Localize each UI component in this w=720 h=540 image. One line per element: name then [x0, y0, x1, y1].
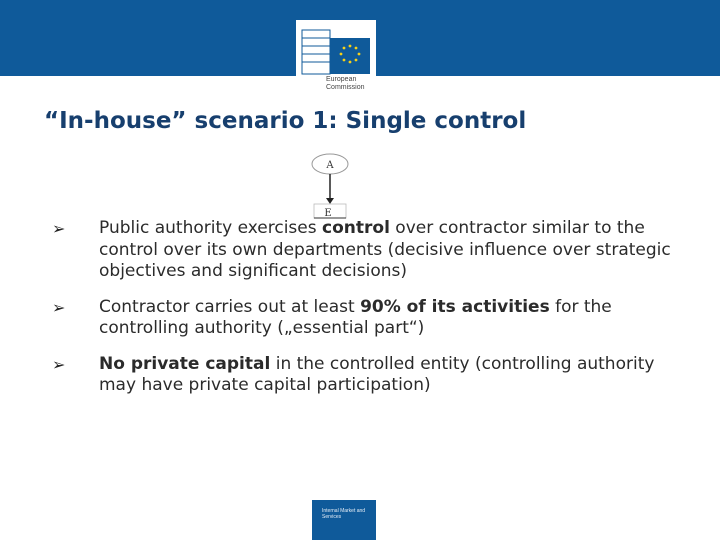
- arrow-right-bullet-icon: ➢: [52, 219, 66, 238]
- arrow-head: [326, 198, 334, 204]
- bullet-emphasis: control: [322, 218, 390, 238]
- arrow-right-bullet-icon: ➢: [52, 354, 66, 374]
- diagram-node-e-label: E: [324, 208, 332, 219]
- european-commission-logo: [296, 20, 376, 104]
- footer-text: Internal Market and Services: [322, 508, 366, 520]
- eu-flag-building-icon: [300, 20, 372, 76]
- bullet-text: Contractor carries out at least: [99, 296, 361, 317]
- footer-dg-mark: [312, 500, 376, 540]
- page-title: “In-house” scenario 1: Single control: [44, 108, 527, 134]
- bullet-emphasis: 90% of its activities: [360, 296, 550, 317]
- bullet-text: over contractor similar to the control over its own departments (decisive influence over strategic objectives and significant decisions): [99, 218, 671, 281]
- bullet-text: Public authority exercises: [99, 218, 323, 238]
- bullet-list: [44, 218, 694, 411]
- logo-text: European Commission: [326, 76, 365, 91]
- diagram-node-a-label: A: [326, 160, 334, 171]
- bullet-emphasis: No private capital: [99, 353, 271, 374]
- bullet-text: in the controlled entity (controlling authority may have private capital participation): [99, 353, 655, 395]
- bullet-text: for the controlling authority („essential part“): [99, 296, 612, 338]
- control-diagram: [300, 150, 360, 220]
- bullet-item: [44, 218, 694, 283]
- bullet-item: [44, 354, 694, 397]
- bullet-item: [44, 297, 694, 340]
- arrow-right-bullet-icon: ➢: [52, 297, 66, 317]
